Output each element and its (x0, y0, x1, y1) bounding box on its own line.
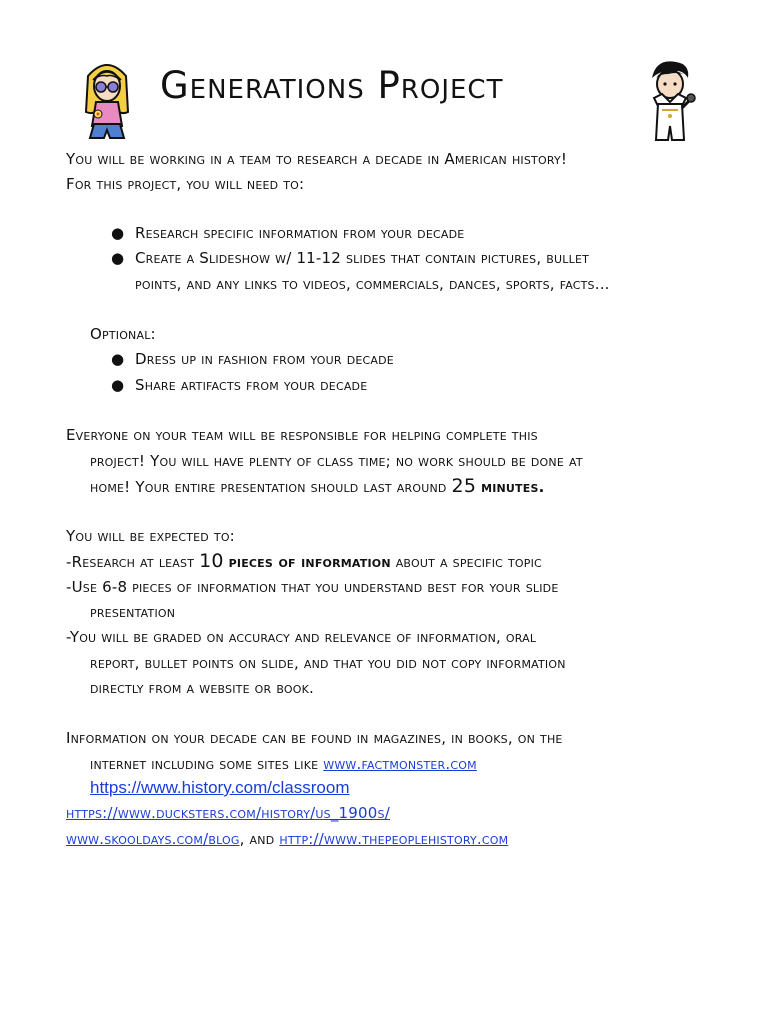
expectation-item-3-line-2: report, bullet points on slide, and that you did not copy information (90, 654, 566, 672)
intro-line-2: For this project, you will need to: (66, 175, 305, 193)
presentation-minutes-number: 25 (451, 475, 477, 497)
ducksters-link-line (66, 802, 390, 824)
responsibility-line-3-text: home! Your entire presentation should last around (90, 478, 452, 496)
bullet-icon: ● (111, 224, 125, 242)
optional-heading: Optional: (90, 325, 156, 343)
expectation-item-2-line-2: presentation (90, 603, 176, 621)
bullet-icon: ● (111, 376, 125, 394)
responsibility-line-2: project! You will have plenty of class time; no work should be done at (90, 452, 583, 470)
resources-line-2-text: internet including some sites like (90, 755, 324, 773)
page-title: Generations Project (160, 64, 504, 107)
pieces-of-information-emphasis: pieces of information (228, 553, 391, 571)
expectation-1-prefix: -Research at least (66, 553, 200, 571)
resources-line-1: Information on your decade can be found in magazines, in books, on the (66, 729, 563, 747)
responsibility-line-1: Everyone on your team will be responsible for helping complete this (66, 426, 538, 444)
optional-item-1: Dress up in fashion from your decade (135, 350, 394, 368)
bullet-icon: ● (111, 350, 125, 368)
required-item-2-line-1: Create a Slideshow w/ 11-12 slides that contain pictures, bullet (135, 249, 590, 267)
bullet-icon: ● (111, 249, 125, 267)
expectation-item-3-line-1: -You will be graded on accuracy and relevance of information, oral (66, 628, 537, 646)
elvis-clipart (638, 56, 702, 142)
required-item-1: Research specific information from your decade (135, 224, 465, 242)
pieces-count: 10 (199, 550, 224, 572)
expectation-1-suffix: about a specific topic (390, 553, 542, 571)
expectation-item-3-line-3: directly from a website or book. (90, 679, 315, 697)
hippie-girl-clipart (78, 56, 136, 140)
presentation-minutes-unit: minutes. (481, 478, 545, 496)
resources-line-2 (90, 753, 477, 775)
expectation-item-1 (66, 550, 542, 573)
optional-item-2: Share artifacts from your decade (135, 376, 368, 394)
history-classroom-link[interactable]: https://www.history.com/classroom (90, 778, 350, 797)
resources-last-line (66, 828, 508, 850)
links-joiner: , and (239, 830, 280, 848)
skooldays-link[interactable]: www.skooldays.com/blog (66, 830, 240, 848)
thepeoplehistory-link[interactable]: http://www.thepeoplehistory.com (279, 830, 509, 848)
intro-line-1: You will be working in a team to research a decade in American history! (66, 150, 568, 168)
ducksters-link[interactable]: https://www.ducksters.com/history/us_1900s/ (66, 804, 390, 822)
expectation-item-2-line-1: -Use 6-8 pieces of information that you understand best for your slide (66, 578, 559, 596)
responsibility-line-3 (90, 475, 545, 498)
factmonster-link[interactable]: www.factmonster.com (323, 755, 477, 773)
expectations-heading: You will be expected to: (66, 527, 235, 545)
required-item-2-line-2: points, and any links to videos, commercials, dances, sports, facts... (135, 275, 610, 293)
